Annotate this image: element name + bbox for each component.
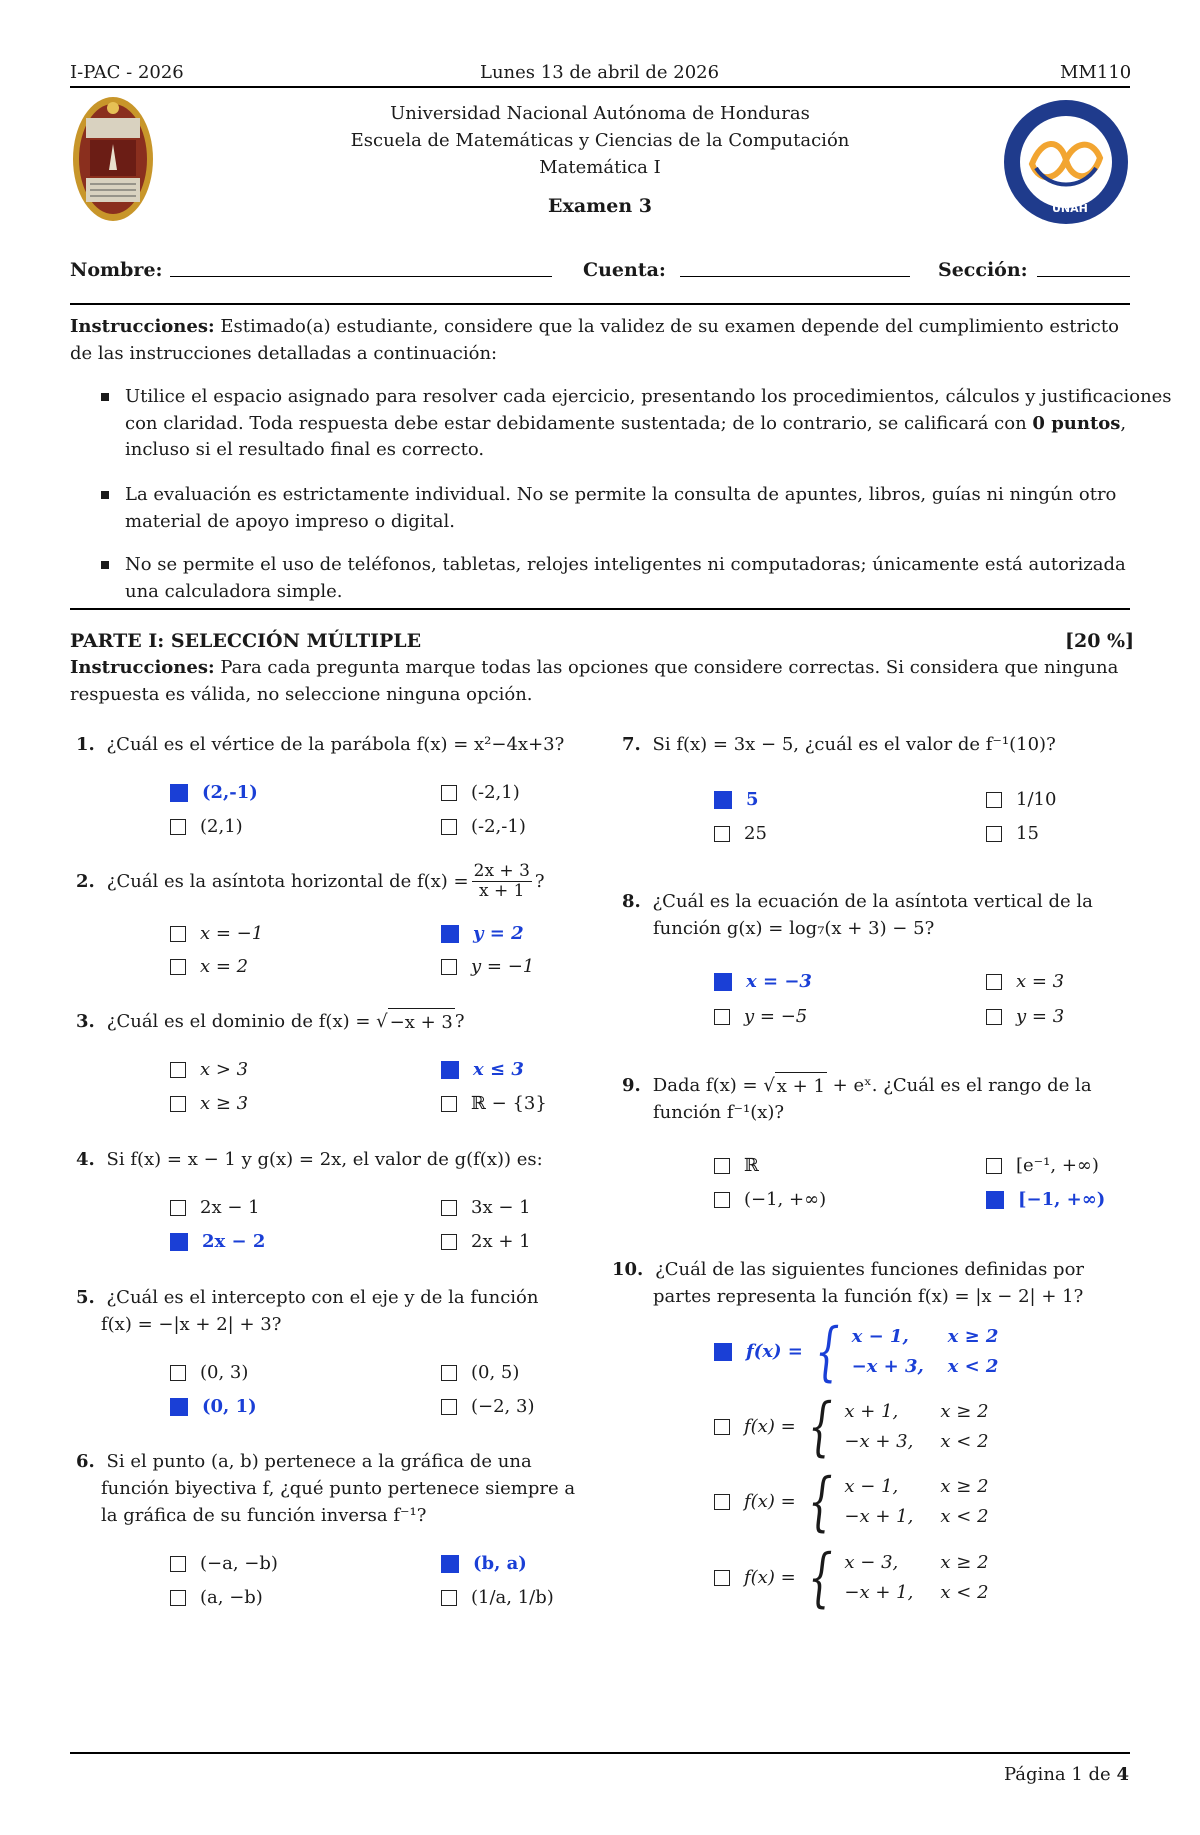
part1-weight: [20 %] [1065, 630, 1135, 652]
question-10-text-line1: ¿Cuál de las siguientes funciones definidas por [655, 1259, 1085, 1280]
question-4 [76, 1146, 543, 1173]
case-condition: x < 2 [940, 1506, 989, 1527]
piecewise-lhs: f(x) = [744, 1567, 796, 1588]
checkbox[interactable] [441, 1200, 457, 1216]
option-label: [−1, +∞) [1018, 1189, 1106, 1210]
option-label: (1/a, 1/b) [471, 1587, 554, 1608]
left-brace: { [807, 1465, 833, 1539]
question-9-text-cont: + eˣ. ¿Cuál es el rango de la [826, 1075, 1092, 1096]
left-brace: { [807, 1541, 833, 1615]
question-9 [622, 1072, 1092, 1100]
option-label: x ≤ 3 [473, 1059, 524, 1080]
option-label: 1/10 [1016, 789, 1057, 810]
checkbox[interactable] [441, 959, 457, 975]
course-name: Matemática I [539, 157, 661, 178]
question-4-text: Si f(x) = x − 1 y g(x) = 2x, el valor de g(f(x)) es: [106, 1149, 543, 1170]
logo-unah-text: UNAH [1052, 202, 1088, 215]
left-brace: { [807, 1390, 833, 1464]
checkbox[interactable] [714, 826, 730, 842]
q2-option-a[interactable] [170, 922, 263, 946]
footer-rule [70, 1752, 1130, 1754]
bullet-2-line2: material de apoyo impreso o digital. [125, 511, 455, 532]
checkbox[interactable] [714, 1419, 730, 1435]
checkbox[interactable] [714, 1570, 730, 1586]
checkbox-checked[interactable] [714, 791, 732, 809]
checkbox[interactable] [986, 974, 1002, 990]
option-label: (0, 1) [202, 1396, 257, 1417]
case-condition: x ≥ 2 [940, 1401, 989, 1422]
checkbox[interactable] [714, 1192, 730, 1208]
option-label: 25 [744, 823, 767, 844]
page-total: 4 [1116, 1764, 1129, 1785]
checkbox[interactable] [986, 826, 1002, 842]
q5-option-d[interactable] [441, 1395, 534, 1419]
checkbox[interactable] [441, 1399, 457, 1415]
case-expression: −x + 3, [851, 1356, 924, 1377]
bullet-marker [101, 393, 109, 401]
q9-option-d[interactable] [986, 1188, 1105, 1212]
checkbox-checked[interactable] [714, 1343, 732, 1361]
bullet-1-line1: Utilice el espacio asignado para resolver cada ejercicio, presentando los procedimientos, cálculos y justificaciones [125, 386, 1172, 407]
name-label: Nombre: [70, 259, 163, 281]
option-label: (2,1) [200, 816, 243, 837]
account-label: Cuenta: [583, 259, 666, 281]
option-label: y = −5 [744, 1006, 808, 1027]
checkbox-checked[interactable] [441, 1555, 459, 1573]
question-6-text-line1: Si el punto (a, b) pertenece a la gráfica de una [106, 1451, 532, 1472]
option-label: (0, 3) [200, 1362, 249, 1383]
header-course-code: MM110 [1060, 62, 1132, 83]
name-field[interactable] [170, 276, 552, 277]
q4-option-d[interactable] [441, 1230, 531, 1254]
question-7 [622, 731, 1056, 758]
question-number: 5. [76, 1287, 95, 1308]
q10-option-d[interactable] [714, 1541, 989, 1615]
case-condition: x ≥ 2 [940, 1476, 989, 1497]
piecewise-function [744, 1390, 989, 1464]
q5-option-c[interactable] [170, 1395, 257, 1419]
question-2 [76, 862, 545, 901]
checkbox-checked[interactable] [714, 973, 732, 991]
school-of-mathematics-logo [1002, 98, 1130, 226]
fields-rule [70, 303, 1130, 305]
q8-option-b[interactable] [986, 970, 1064, 994]
option-label: [e⁻¹, +∞) [1016, 1155, 1099, 1176]
q1-option-a[interactable] [170, 781, 258, 805]
checkbox-checked[interactable] [170, 784, 188, 802]
question-10 [612, 1256, 1084, 1283]
instructions-label: Instrucciones: [70, 316, 215, 337]
piecewise-lhs: f(x) = [746, 1341, 803, 1362]
q2-option-b[interactable] [441, 922, 524, 946]
part1-instructions-line2: respuesta es válida, no seleccione ninguna opción. [70, 684, 533, 705]
option-label: (-2,1) [471, 782, 520, 803]
q6-option-a[interactable] [170, 1552, 278, 1576]
option-label: 2x − 2 [202, 1231, 266, 1252]
question-7-text: Si f(x) = 3x − 5, ¿cuál es el valor de f⁻¹(10)? [652, 734, 1056, 755]
case-expression: −x + 1, [844, 1582, 914, 1603]
q4-option-a[interactable] [170, 1196, 260, 1220]
checkbox[interactable] [441, 1096, 457, 1112]
option-label: (−1, +∞) [744, 1189, 827, 1210]
header-date: Lunes 13 de abril de 2026 [480, 62, 720, 83]
checkbox-checked[interactable] [170, 1398, 188, 1416]
bullet-1-line2 [125, 410, 1126, 437]
q3-option-c[interactable] [170, 1092, 248, 1116]
question-number: 2. [76, 871, 95, 892]
checkbox[interactable] [441, 819, 457, 835]
question-number: 4. [76, 1149, 95, 1170]
q6-option-d[interactable] [441, 1586, 554, 1610]
q8-option-c[interactable] [714, 1005, 807, 1029]
option-label: (a, −b) [200, 1587, 263, 1608]
option-label: y = 3 [1016, 1006, 1065, 1027]
question-number: 7. [622, 734, 641, 755]
header-rule [70, 86, 1130, 88]
fraction-numerator: 2x + 3 [473, 861, 530, 881]
instructions-rule [70, 608, 1130, 610]
piecewise-function [744, 1541, 989, 1615]
question-8-text-line2: función g(x) = log₇(x + 3) − 5? [653, 918, 935, 939]
option-label: (−a, −b) [200, 1553, 278, 1574]
bullet-1-line3: incluso si el resultado final es correcto. [125, 439, 485, 460]
checkbox[interactable] [441, 1365, 457, 1381]
case-expression: x − 1, [844, 1476, 899, 1497]
q10-option-c[interactable] [714, 1465, 989, 1539]
option-label: 2x + 1 [471, 1231, 531, 1252]
radicand: −x + 3 [388, 1008, 455, 1036]
option-label: (−2, 3) [471, 1396, 535, 1417]
checkbox[interactable] [170, 1556, 186, 1572]
q7-option-c[interactable] [714, 822, 767, 846]
question-number: 10. [612, 1259, 644, 1280]
page-label: Página 1 de [1004, 1764, 1111, 1785]
checkbox-checked[interactable] [986, 1191, 1004, 1209]
piecewise-cases [844, 1548, 988, 1608]
checkbox[interactable] [441, 785, 457, 801]
q9-option-c[interactable] [714, 1188, 826, 1212]
checkbox[interactable] [441, 1234, 457, 1250]
question-9-text: Dada f(x) = √ [652, 1075, 775, 1096]
fraction [472, 862, 532, 901]
university-name: Universidad Nacional Autónoma de Honduras [390, 103, 810, 124]
checkbox[interactable] [170, 1200, 186, 1216]
case-condition: x < 2 [940, 1582, 989, 1603]
question-5-text-line2: f(x) = −|x + 2| + 3? [101, 1314, 282, 1335]
option-label: (2,-1) [202, 782, 258, 803]
piecewise-function [746, 1315, 999, 1389]
q10-option-a[interactable] [714, 1315, 999, 1389]
question-5-text-line1: ¿Cuál es el intercepto con el eje y de la función [106, 1287, 539, 1308]
option-label: x = −3 [746, 971, 812, 992]
checkbox[interactable] [170, 959, 186, 975]
header-left: I-PAC - 2026 [70, 62, 184, 83]
question-number: 1. [76, 734, 95, 755]
q10-option-b[interactable] [714, 1390, 989, 1464]
question-6-text-line2: función biyectiva f, ¿qué punto pertenece siempre a [101, 1478, 576, 1499]
case-condition: x ≥ 2 [940, 1552, 989, 1573]
q3-option-d[interactable] [441, 1092, 547, 1116]
q9-option-b[interactable] [986, 1154, 1099, 1178]
option-label: x = −1 [200, 923, 264, 944]
q1-option-b[interactable] [441, 781, 520, 805]
checkbox[interactable] [986, 792, 1002, 808]
case-condition: x ≥ 2 [947, 1326, 999, 1347]
part1-instructions-line1 [70, 654, 1118, 681]
exam-title: Examen 3 [548, 195, 652, 217]
bullet-3-line1: No se permite el uso de teléfonos, tabletas, relojes inteligentes ni computadoras; únicamente está autorizada [125, 554, 1126, 575]
question-8 [622, 888, 1093, 915]
page-number [1004, 1764, 1129, 1786]
checkbox[interactable] [714, 1158, 730, 1174]
option-label: (0, 5) [471, 1362, 520, 1383]
question-6-text-line3: la gráfica de su función inversa f⁻¹? [101, 1505, 427, 1526]
q7-option-d[interactable] [986, 822, 1039, 846]
question-number: 6. [76, 1451, 95, 1472]
left-brace: { [815, 1315, 840, 1389]
part1-instructions-text: Para cada pregunta marque todas las opciones que considere correctas. Si considera que ninguna [220, 657, 1119, 678]
question-3 [76, 1008, 464, 1036]
university-seal-logo [72, 96, 154, 222]
q2-option-d[interactable] [441, 955, 534, 979]
case-expression: x − 1, [851, 1326, 909, 1347]
bullet-marker [101, 561, 109, 569]
q3-option-a[interactable] [170, 1058, 248, 1082]
question-number: 8. [622, 891, 641, 912]
q4-option-b[interactable] [441, 1196, 531, 1220]
piecewise-cases [844, 1397, 988, 1457]
q5-option-a[interactable] [170, 1361, 248, 1385]
checkbox[interactable] [170, 1096, 186, 1112]
q7-option-a[interactable] [714, 788, 759, 812]
question-6 [76, 1448, 532, 1475]
checkbox[interactable] [170, 1590, 186, 1606]
section-label: Sección: [938, 259, 1028, 281]
option-label: ℝ [744, 1155, 759, 1176]
q1-option-d[interactable] [441, 815, 526, 839]
account-field[interactable] [680, 276, 910, 277]
q7-option-b[interactable] [986, 788, 1056, 812]
option-label: (-2,-1) [471, 816, 526, 837]
part1-title: PARTE I: SELECCIÓN MÚLTIPLE [70, 630, 422, 652]
piecewise-lhs: f(x) = [744, 1491, 796, 1512]
section-field[interactable] [1037, 276, 1130, 277]
piecewise-cases [852, 1322, 999, 1382]
question-8-text-line1: ¿Cuál es la ecuación de la asíntota vertical de la [652, 891, 1093, 912]
option-label: x = 3 [1016, 971, 1065, 992]
zero-points-emphasis: 0 puntos [1032, 413, 1121, 434]
bullet-1-line2-text: con claridad. Toda respuesta debe estar debidamente sustentada; de lo contrario, se calificará con [125, 413, 1033, 434]
fraction-denominator: x + 1 [479, 881, 525, 901]
q3-option-b[interactable] [441, 1058, 524, 1082]
option-label: y = 2 [473, 923, 524, 944]
checkbox[interactable] [714, 1494, 730, 1510]
piecewise-lhs: f(x) = [744, 1416, 796, 1437]
checkbox-checked[interactable] [170, 1233, 188, 1251]
option-label: ℝ − {3} [471, 1093, 547, 1114]
case-condition: x < 2 [947, 1356, 999, 1377]
instructions-intro-line1: Estimado(a) estudiante, considere que la validez de su examen depende del cumplimiento estricto [220, 316, 1119, 337]
checkbox[interactable] [170, 1062, 186, 1078]
question-3-text-end: ? [454, 1011, 465, 1032]
bullet-marker [101, 491, 109, 499]
checkbox-checked[interactable] [441, 1061, 459, 1079]
option-label: x = 2 [200, 956, 249, 977]
bullet-2-line1: La evaluación es estrictamente individual. No se permite la consulta de apuntes, libros, guías ni ningún otro [125, 484, 1117, 505]
question-2-text-end: ? [534, 871, 545, 892]
option-label: x ≥ 3 [200, 1093, 249, 1114]
question-10-text-line2: partes representa la función f(x) = |x − 2| + 1? [653, 1286, 1084, 1307]
question-5 [76, 1284, 538, 1311]
option-label: (b, a) [473, 1553, 527, 1574]
question-number: 9. [622, 1075, 641, 1096]
bullet-3-line2: una calculadora simple. [125, 581, 343, 602]
q8-option-d[interactable] [986, 1005, 1064, 1029]
checkbox[interactable] [170, 819, 186, 835]
checkbox[interactable] [714, 1009, 730, 1025]
case-expression: x − 3, [844, 1552, 899, 1573]
question-1-text: ¿Cuál es el vértice de la parábola f(x) = x²−4x+3? [106, 734, 565, 755]
option-label: x > 3 [200, 1059, 249, 1080]
checkbox[interactable] [441, 1590, 457, 1606]
question-1 [76, 731, 564, 758]
question-9-text-line2: función f⁻¹(x)? [653, 1102, 785, 1123]
checkbox-checked[interactable] [441, 925, 459, 943]
case-expression: −x + 1, [844, 1506, 914, 1527]
case-expression: x + 1, [844, 1401, 899, 1422]
q5-option-b[interactable] [441, 1361, 519, 1385]
case-expression: −x + 3, [844, 1431, 914, 1452]
checkbox[interactable] [170, 926, 186, 942]
checkbox[interactable] [986, 1158, 1002, 1174]
part1-instructions-label: Instrucciones: [70, 657, 215, 678]
q2-option-c[interactable] [170, 955, 248, 979]
q6-option-c[interactable] [170, 1586, 263, 1610]
q1-option-c[interactable] [170, 815, 243, 839]
checkbox[interactable] [986, 1009, 1002, 1025]
q9-option-a[interactable] [714, 1154, 759, 1178]
piecewise-cases [844, 1472, 988, 1532]
bullet-1-line2-end: , [1120, 413, 1127, 434]
option-label: 15 [1016, 823, 1039, 844]
case-condition: x < 2 [940, 1431, 989, 1452]
school-name: Escuela de Matemáticas y Ciencias de la Computación [350, 130, 850, 151]
instructions-intro [70, 313, 1135, 340]
instructions-intro-line2: de las instrucciones detalladas a continuación: [70, 343, 498, 364]
option-label: 5 [746, 789, 759, 810]
checkbox[interactable] [170, 1365, 186, 1381]
q6-option-b[interactable] [441, 1552, 527, 1576]
radicand: x + 1 [775, 1072, 827, 1100]
question-2-text: ¿Cuál es la asíntota horizontal de f(x) = [106, 871, 469, 892]
q8-option-a[interactable] [714, 970, 812, 994]
option-label: 3x − 1 [471, 1197, 531, 1218]
option-label: y = −1 [471, 956, 535, 977]
option-label: 2x − 1 [200, 1197, 260, 1218]
question-3-text: ¿Cuál es el dominio de f(x) = √ [106, 1011, 388, 1032]
piecewise-function [744, 1465, 989, 1539]
question-number: 3. [76, 1011, 95, 1032]
q4-option-c[interactable] [170, 1230, 265, 1254]
